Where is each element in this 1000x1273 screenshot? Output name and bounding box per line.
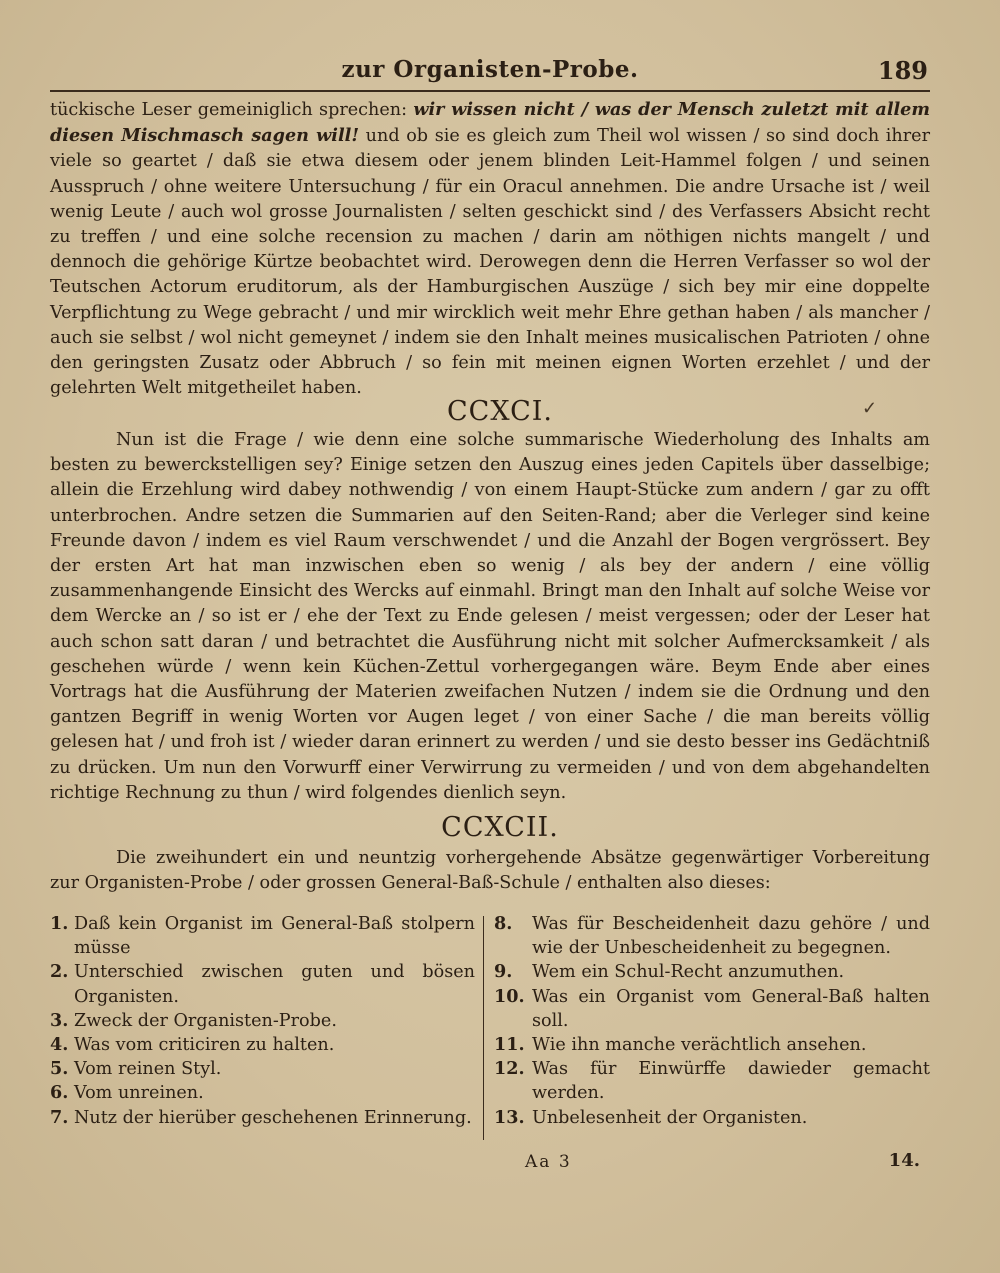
item-number: 3. [50,1009,69,1031]
item-text: Was ein Organist vom General-Baß halten soll. [532,986,930,1031]
item-text: Vom unreinen. [74,1083,204,1104]
item-number: 13. [494,1106,525,1128]
section-ccxcii-body [50,846,930,896]
list-item [494,1106,930,1130]
page-header [50,52,930,92]
emphasized-quote: wir wissen nicht / was der Mensch zuletzt mit allem diesen Mischmasch sagen will! [50,99,930,147]
item-number: 4. [50,1034,69,1056]
item-text: Vom reinen Styl. [74,1059,222,1080]
list-item [494,912,930,960]
item-number: 2. [50,961,69,983]
list-item [50,1057,475,1081]
item-text: Unbelesenheit der Organisten. [532,1107,808,1128]
catchword: 14. [888,1150,920,1171]
section-heading-ccxcii: CCXCII. [441,812,559,843]
contents-right-column [494,912,930,1130]
item-text: Wie ihn manche verächtlich ansehen. [532,1035,867,1056]
item-text: Was vom criticiren zu halten. [74,1035,335,1056]
page-number: 189 [877,56,928,85]
paragraph-rest: und ob sie es gleich zum Theil wol wissen / so sind doch ihrer viele so geartet / daß sie etwa diesem oder jenem blinden Leit-Hammel folgen / und seinen Ausspruch / ohne weitere Untersuchung / für ein Oracul annehmen. Die andre Ursache ist / weil wenig Leute / auch wol grosse Journalisten / selten geschickt sind / des Verfassers Absicht recht zu treffen / und eine solche recension zu machen / darin am nöthigen nichts mangelt / und dennoch die gehörige Kürtze beobachtet wird. Derowegen denn die Herren Verfasser so wol der Teutschen Actorum eruditorum, als der Hamburgischen Auszüge / sich bey mir eine doppelte Verpflichtung zu Wege gebracht / und mir wircklich weit mehr Ehre gethan haben / als mancher / auch sie selbst / wol nicht gemeynet / indem sie den Inhalt meines musicalischen Patrioten / ohne den geringsten Zusatz oder Abbruch / so fein mit meinen eignen Worten erzehlet / und der gelehrten Welt mitgetheilet haben. [50,126,930,399]
item-number: 1. [50,913,69,934]
item-number: 7. [50,1106,69,1128]
list-item [50,1033,475,1057]
item-number: 12. [494,1058,525,1080]
section-ccxci-text: Nun ist die Frage / wie denn eine solche summarische Wiederholung des Inhalts am besten zu bewerckstelligen sey? Einige setzen den Auszug eines jeden Capitels über dasselbige; allein die Erzehlung wird dabey nothwendig / von einem Haupt-Stücke zum andern / gar zu offt unterbrochen. Andre setzen die Summarien auf den Seiten-Rand; aber die Verleger sind keine Freunde davon / indem es viel Raum verschwendet / und die Anzahl der Bogen vergrössert. Bey der ersten Art hat man inzwischen eben so wenig / als bey der andern / eine völlig zusammenhangende Einsicht des Wercks auf einmahl. Bringt man den Inhalt auf solche Weise vor dem Wercke an / so ist er / ehe der Text zu Ende gelesen / meist vergessen; oder der Leser hat auch schon satt daran / und betrachtet die Ausführung nicht mit solcher Aufmercksamkeit / als geschehen würde / wenn kein Küchen-Zettul vorhergegangen wäre. Beym Ende aber eines Vortrags hat die Ausführung der Materien zweifachen Nutzen / indem sie die Ordnung und den gantzen Begriff in wenig Worten vor Augen leget / von einer Sache / die man bereits völlig gelesen hat / und froh ist / wieder daran erinnert zu werden / und sie desto besser ins Gedächtniß zu drücken. Um nun den Vorwurff einer Verwirrung zu vermeiden / und von dem abgehandelten richtige Rechnung zu thun / wird folgendes dienlich seyn. [50,430,930,803]
item-number: 5. [50,1058,69,1080]
item-text: Zweck der Organisten-Probe. [74,1010,337,1031]
list-item [50,1106,475,1130]
running-title: zur Organisten-Probe. [341,56,639,83]
header-rule [50,90,930,92]
paragraph-continued [50,97,930,401]
paragraph-lead: tückische Leser gemeiniglich sprechen: [50,100,414,120]
section-ccxci-body [50,428,930,806]
paragraph-text [50,97,930,401]
signature-mark: Aa 3 [525,1152,572,1172]
list-item [50,912,475,960]
item-number: 6. [50,1082,69,1104]
item-number: 10. [494,985,525,1007]
item-number: 8. [494,913,513,934]
item-text: Wem ein Schul-Recht anzumuthen. [532,962,845,983]
list-item [494,960,930,984]
column-divider [483,916,484,1140]
list-item [50,1081,475,1105]
item-text: Unterschied zwischen guten und bösen Organisten. [74,962,475,1007]
contents-left-column [50,912,475,1130]
list-item [50,1009,475,1033]
list-item [494,1057,930,1105]
item-number: 11. [494,1034,525,1056]
section-ccxcii-text: Die zweihundert ein und neuntzig vorhergehende Absätze gegenwärtiger Vorbereitung zur Organisten-Probe / oder grossen General-Baß-Schule / enthalten also dieses: [50,848,930,894]
margin-check-mark: ✓ [862,398,878,419]
list-item [50,960,475,1008]
contents-list [50,912,930,1144]
list-item [494,985,930,1033]
item-text: Nutz der hierüber geschehenen Erinnerung. [74,1107,472,1128]
item-text: Was für Bescheidenheit dazu gehöre / und wie der Unbescheidenheit zu begegnen. [532,914,930,959]
section-heading-ccxci: CCXCI. [447,396,553,427]
item-number: 9. [494,961,513,983]
item-text: Daß kein Organist im General-Baß stolpern müsse [74,914,475,959]
item-text: Was für Einwürffe dawieder gemacht werden. [532,1059,930,1104]
list-item [494,1033,930,1057]
